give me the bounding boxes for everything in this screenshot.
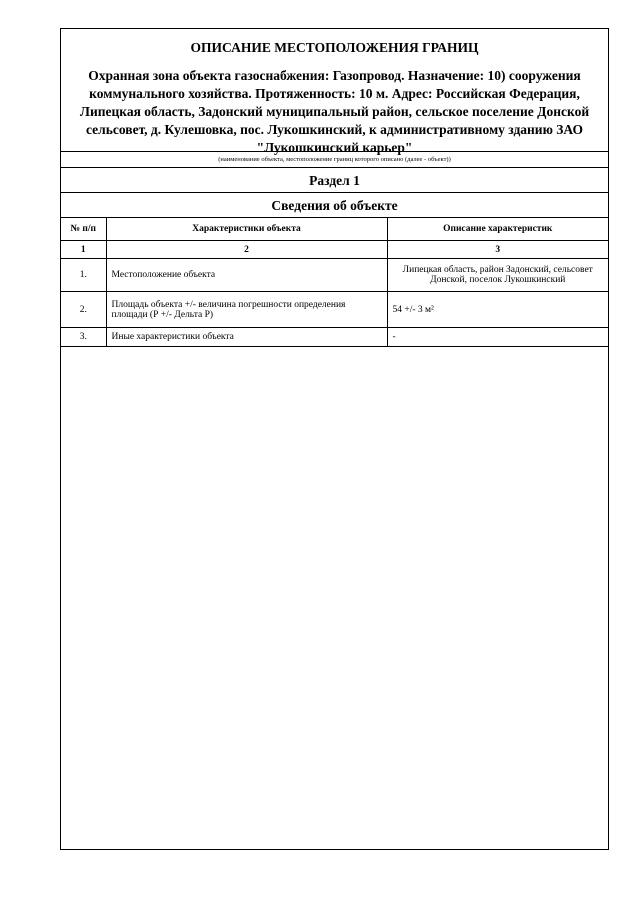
- table-row: [61, 328, 608, 347]
- row-characteristic: Площадь объекта +/- величина погрешности определения площади (Р +/- Дельта Р): [106, 292, 387, 328]
- row-number: 2.: [61, 292, 106, 328]
- column-number-row: [61, 241, 608, 259]
- column-number: 3: [387, 241, 608, 259]
- document-title: ОПИСАНИЕ МЕСТОПОЛОЖЕНИЯ ГРАНИЦ: [190, 40, 479, 55]
- object-note: (наименование объекта, местоположение границ которого описано (далее - объект)): [61, 152, 608, 168]
- table-row: [61, 292, 608, 328]
- header-number: № п/п: [61, 218, 106, 241]
- section-title: Раздел 1: [61, 168, 608, 193]
- row-characteristic: Местоположение объекта: [106, 259, 387, 292]
- document-header: [61, 29, 608, 155]
- row-number: 1.: [61, 259, 106, 292]
- document-frame: [60, 28, 609, 850]
- row-number: 3.: [61, 328, 106, 347]
- row-description: Липецкая область, район Задонский, сельсовет Донской, поселок Лукошкинский: [387, 259, 608, 292]
- row-description: -: [387, 328, 608, 347]
- table-header-row: [61, 218, 608, 241]
- object-info-table: [61, 218, 608, 347]
- section-subtitle: Сведения об объекте: [61, 193, 608, 218]
- table-row: [61, 259, 608, 292]
- header-characteristic: Характеристики объекта: [106, 218, 387, 241]
- column-number: 2: [106, 241, 387, 259]
- object-description: Охранная зона объекта газоснабжения: Газопровод. Назначение: 10) сооружения коммунального хозяйства. Протяженность: 10 м. Адрес: Российская Федерация, Липецкая область, Задонский муниципальный район, сельское поселение Донской сельсовет, д. Кулешовка, пос. Лукошкинский, к административному зданию ЗАО "Лукошкинский карьер": [79, 68, 590, 155]
- row-description: 54 +/- 3 м²: [387, 292, 608, 328]
- header-description: Описание характеристик: [387, 218, 608, 241]
- column-number: 1: [61, 241, 106, 259]
- row-characteristic: Иные характеристики объекта: [106, 328, 387, 347]
